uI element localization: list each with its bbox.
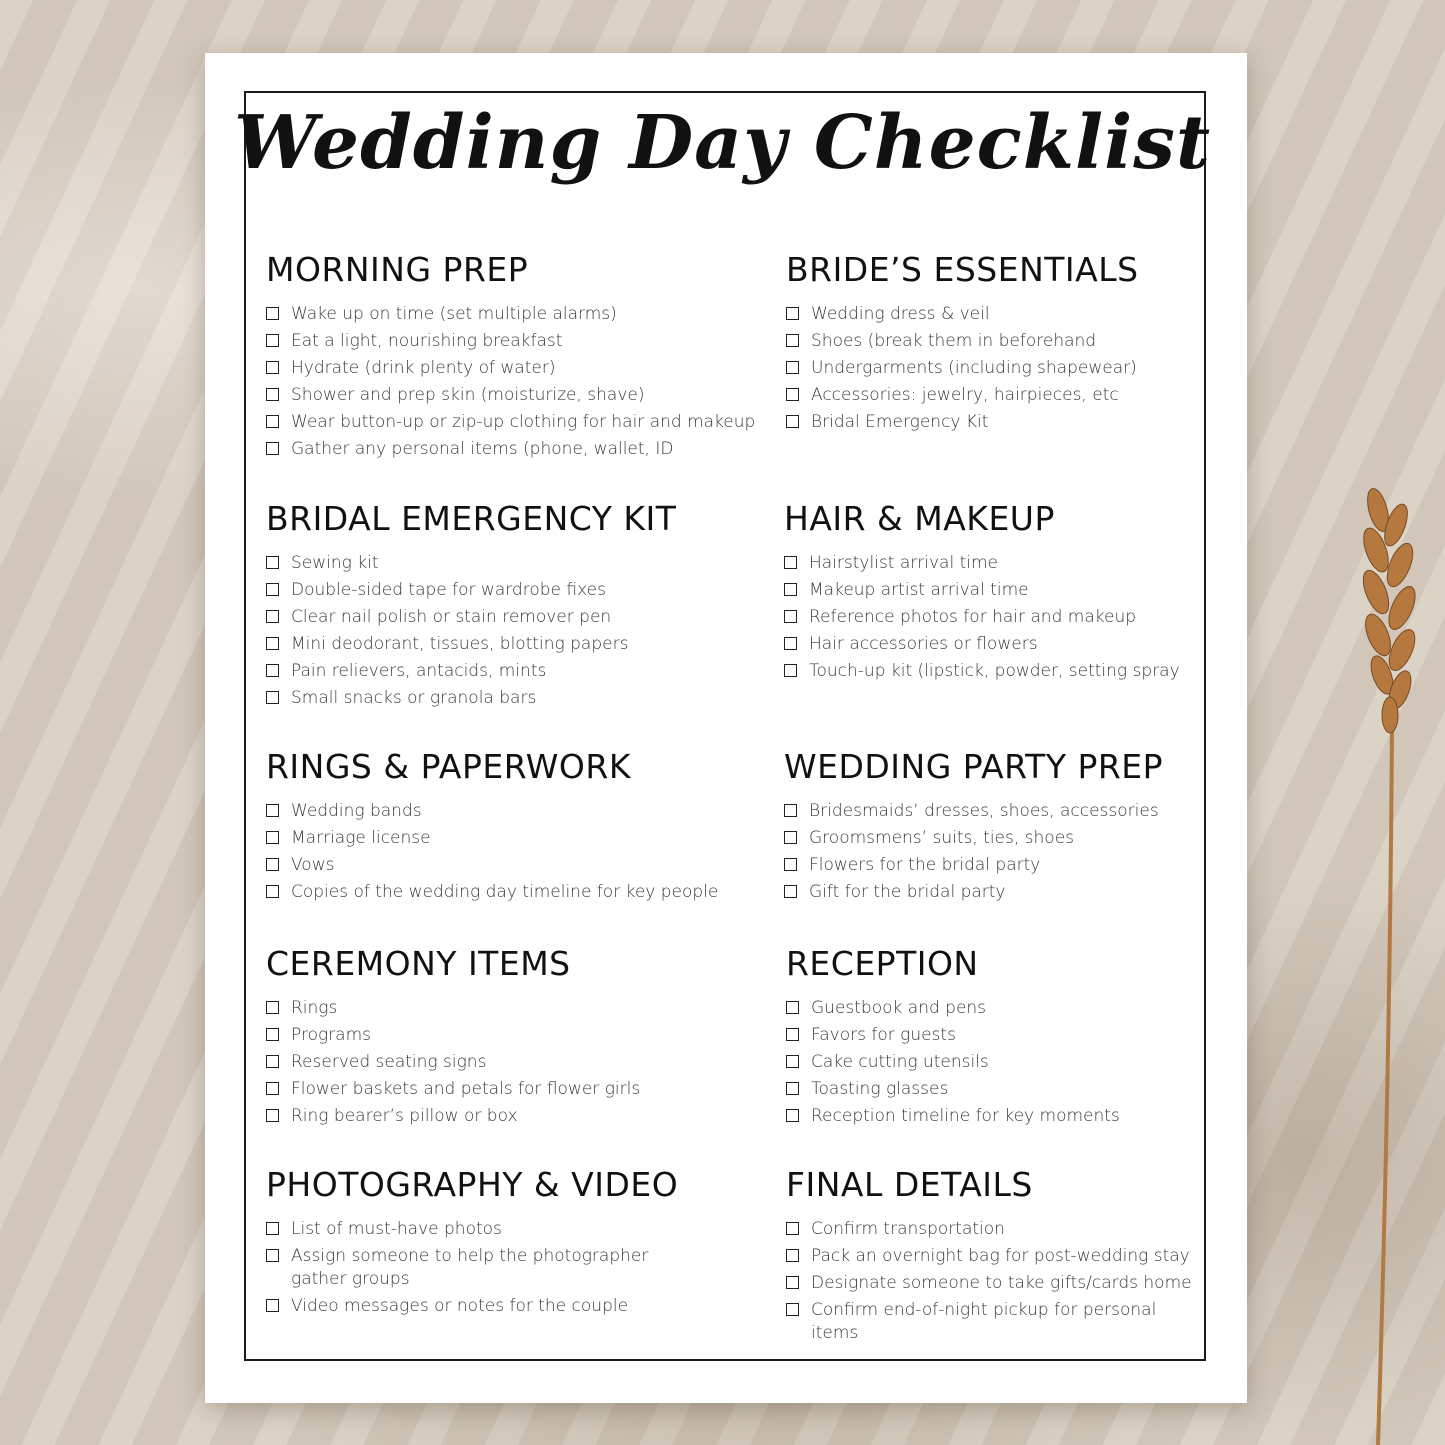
checklist-item [784,881,1204,904]
section-morning-prep [266,250,766,465]
checkbox[interactable] [266,1299,279,1312]
checklist-item-label: Wake up on time (set multiple alarms) [291,304,617,324]
checkbox[interactable] [266,1001,279,1014]
checkbox[interactable] [266,583,279,596]
checklist-item-label: Sewing kit [291,553,379,573]
checklist-item [266,660,766,683]
checkbox[interactable] [786,415,799,428]
checklist [784,800,1204,904]
section-heading: BRIDAL EMERGENCY KIT [266,499,677,538]
checkbox[interactable] [786,388,799,401]
checkbox[interactable] [266,1028,279,1041]
checkbox[interactable] [266,831,279,844]
checkbox[interactable] [266,885,279,898]
checklist-item-label: Shower and prep skin (moisturize, shave) [291,385,645,405]
section-final-details [786,1165,1206,1349]
checklist-item-label: Bridesmaids’ dresses, shoes, accessories [809,801,1159,821]
section-heading: RECEPTION [786,944,979,983]
checklist [266,800,766,904]
section-heading: FINAL DETAILS [786,1165,1033,1204]
checklist-item-label: Small snacks or granola bars [291,688,537,708]
checklist-item-label: Hydrate (drink plenty of water) [291,358,556,378]
checklist-item [266,1105,766,1128]
checklist-item [786,330,1206,353]
checklist-item [786,411,1206,434]
section-bridal-emergency-kit [266,499,766,714]
checklist-item-label: Wedding dress & veil [811,304,990,324]
checklist [786,303,1206,434]
checklist-item-label: Wedding bands [291,801,422,821]
checkbox[interactable] [784,556,797,569]
checkbox[interactable] [266,556,279,569]
checklist-item-label: Eat a light, nourishing breakfast [291,331,563,351]
checklist-item-label: Assign someone to help the photographer gather groups [291,1246,649,1289]
checklist-item [786,303,1206,326]
page-title: Wedding Day Checklist [233,100,1212,186]
checkbox[interactable] [784,885,797,898]
section-hair-makeup [784,499,1204,687]
checkbox[interactable] [266,442,279,455]
checkbox[interactable] [266,637,279,650]
checklist-item [784,606,1204,629]
checklist-item-label: Clear nail polish or stain remover pen [291,607,612,627]
section-heading: MORNING PREP [266,250,529,289]
checkbox[interactable] [786,1276,799,1289]
checklist-item-label: Double-sided tape for wardrobe fixes [291,580,606,600]
checklist-item [786,1272,1206,1295]
checkbox[interactable] [266,858,279,871]
checklist-item-label: Marriage license [291,828,431,848]
checkbox[interactable] [784,831,797,844]
checkbox[interactable] [266,334,279,347]
checklist-item-label: Hair accessories or flowers [809,634,1038,654]
checkbox[interactable] [786,307,799,320]
checklist [784,552,1204,683]
checklist-item-label: Designate someone to take gifts/cards home [811,1273,1192,1293]
checklist-item [786,357,1206,380]
checkbox[interactable] [786,1109,799,1122]
checkbox[interactable] [266,664,279,677]
checkbox[interactable] [786,1082,799,1095]
checklist-item-label: Mini deodorant, tissues, blotting papers [291,634,629,654]
checklist-item-label: Favors for guests [811,1025,956,1045]
checklist-item [266,411,766,434]
section-heading: BRIDE’S ESSENTIALS [786,250,1139,289]
checklist-item [266,552,766,575]
section-heading: HAIR & MAKEUP [784,499,1055,538]
checklist-item [784,827,1204,850]
checklist-item-label: Toasting glasses [811,1079,949,1099]
checkbox[interactable] [266,361,279,374]
checklist-item-label: Groomsmens’ suits, ties, shoes [809,828,1075,848]
checklist-item [786,1078,1206,1101]
checklist [786,997,1206,1128]
section-heading: WEDDING PARTY PREP [784,747,1164,786]
section-wedding-party-prep [784,747,1204,908]
checklist-item [266,633,766,656]
checklist-item-label: Video messages or notes for the couple [291,1296,629,1316]
checkbox[interactable] [784,664,797,677]
checklist-item-label: Accessories: jewelry, hairpieces, etc [811,385,1119,405]
checklist-item [266,1078,766,1101]
checklist-item [266,687,766,710]
checklist-item-label: Copies of the wedding day timeline for key people [291,882,719,902]
checklist [266,1218,686,1318]
checklist-item [266,1024,766,1047]
checklist-item-label: Pack an overnight bag for post-wedding stay [811,1246,1190,1266]
checkbox[interactable] [266,307,279,320]
checklist-item [786,1245,1206,1268]
checklist-item [266,881,766,904]
checklist-item [266,1295,686,1318]
section-rings-paperwork [266,747,766,908]
checklist-item-label: Undergarments (including shapewear) [811,358,1137,378]
checklist-item [786,1051,1206,1074]
checklist [266,303,766,461]
checkbox[interactable] [266,610,279,623]
checklist-item [266,579,766,602]
section-brides-essentials [786,250,1206,438]
checkbox[interactable] [266,1082,279,1095]
checklist-item [784,660,1204,683]
checklist-item-label: Reserved seating signs [291,1052,487,1072]
checkbox[interactable] [784,637,797,650]
checkbox[interactable] [786,1001,799,1014]
checklist [786,1218,1206,1345]
checkbox[interactable] [786,1222,799,1235]
checkbox[interactable] [784,858,797,871]
checklist-item-label: Reception timeline for key moments [811,1106,1120,1126]
checklist-item [266,997,766,1020]
checklist-item-label: Pain relievers, antacids, mints [291,661,547,681]
section-heading: CEREMONY ITEMS [266,944,571,983]
checkbox[interactable] [266,1249,279,1262]
checklist-item-label: Flowers for the bridal party [809,855,1041,875]
section-heading: RINGS & PAPERWORK [266,747,631,786]
checklist-item [786,1024,1206,1047]
checklist-item [786,1105,1206,1128]
checkbox[interactable] [266,415,279,428]
checklist-item [266,827,766,850]
checklist-item-label: Programs [291,1025,371,1045]
checklist-item-label: Hairstylist arrival time [809,553,999,573]
checklist-item [786,384,1206,407]
checklist-item-label: List of must-have photos [291,1219,502,1239]
checkbox[interactable] [786,361,799,374]
checklist-item [784,552,1204,575]
checkbox[interactable] [266,388,279,401]
checkbox[interactable] [784,804,797,817]
checklist-item [784,579,1204,602]
checklist-item [266,854,766,877]
checkbox[interactable] [786,1303,799,1316]
checkbox[interactable] [266,1055,279,1068]
checkbox[interactable] [266,1109,279,1122]
checklist [266,552,766,710]
checklist-item-label: Reference photos for hair and makeup [809,607,1137,627]
checklist-item-label: Vows [291,855,335,875]
checklist-item-label: Cake cutting utensils [811,1052,989,1072]
checklist-item-label: Flower baskets and petals for flower girls [291,1079,641,1099]
section-heading: PHOTOGRAPHY & VIDEO [266,1165,679,1204]
checklist-item [266,330,766,353]
checklist-item [266,800,766,823]
checklist-item [786,1299,1206,1345]
checklist-item-label: Bridal Emergency Kit [811,412,989,432]
checklist-item [266,606,766,629]
checklist-item-label: Wear button-up or zip-up clothing for hair and makeup [291,412,756,432]
checkbox[interactable] [266,804,279,817]
checklist-item-label: Confirm transportation [811,1219,1005,1239]
checkbox[interactable] [786,334,799,347]
checklist-item-label: Shoes (break them in beforehand [811,331,1097,351]
checklist-item-label: Rings [291,998,338,1018]
checklist-item-label: Touch-up kit (lipstick, powder, setting spray [809,661,1180,681]
checklist-item [266,438,766,461]
checkbox[interactable] [786,1055,799,1068]
checklist-item [266,1218,686,1241]
checkbox[interactable] [784,610,797,623]
section-photography-video [266,1165,686,1322]
checklist-item-label: Gather any personal items (phone, wallet, ID [291,439,674,459]
checklist-item-label: Ring bearer’s pillow or box [291,1106,518,1126]
checkbox[interactable] [786,1028,799,1041]
checklist [266,997,766,1128]
checklist-item [784,854,1204,877]
checklist-item [266,1051,766,1074]
checklist-item-label: Guestbook and pens [811,998,987,1018]
wheat-stalk-decoration [1330,470,1440,1445]
section-ceremony-items [266,944,766,1132]
checklist-item [266,303,766,326]
checklist-item [784,800,1204,823]
checklist-item [786,1218,1206,1241]
checkbox[interactable] [784,583,797,596]
section-reception [786,944,1206,1132]
checkbox[interactable] [786,1249,799,1262]
checklist-item [266,357,766,380]
checklist-item [784,633,1204,656]
checklist-item [786,997,1206,1020]
checkbox[interactable] [266,1222,279,1235]
checklist-item [266,1245,686,1291]
checkbox[interactable] [266,691,279,704]
checklist-item-label: Confirm end-of-night pickup for personal items [811,1300,1157,1343]
checklist-item-label: Makeup artist arrival time [809,580,1029,600]
checklist-item-label: Gift for the bridal party [809,882,1006,902]
checklist-item [266,384,766,407]
